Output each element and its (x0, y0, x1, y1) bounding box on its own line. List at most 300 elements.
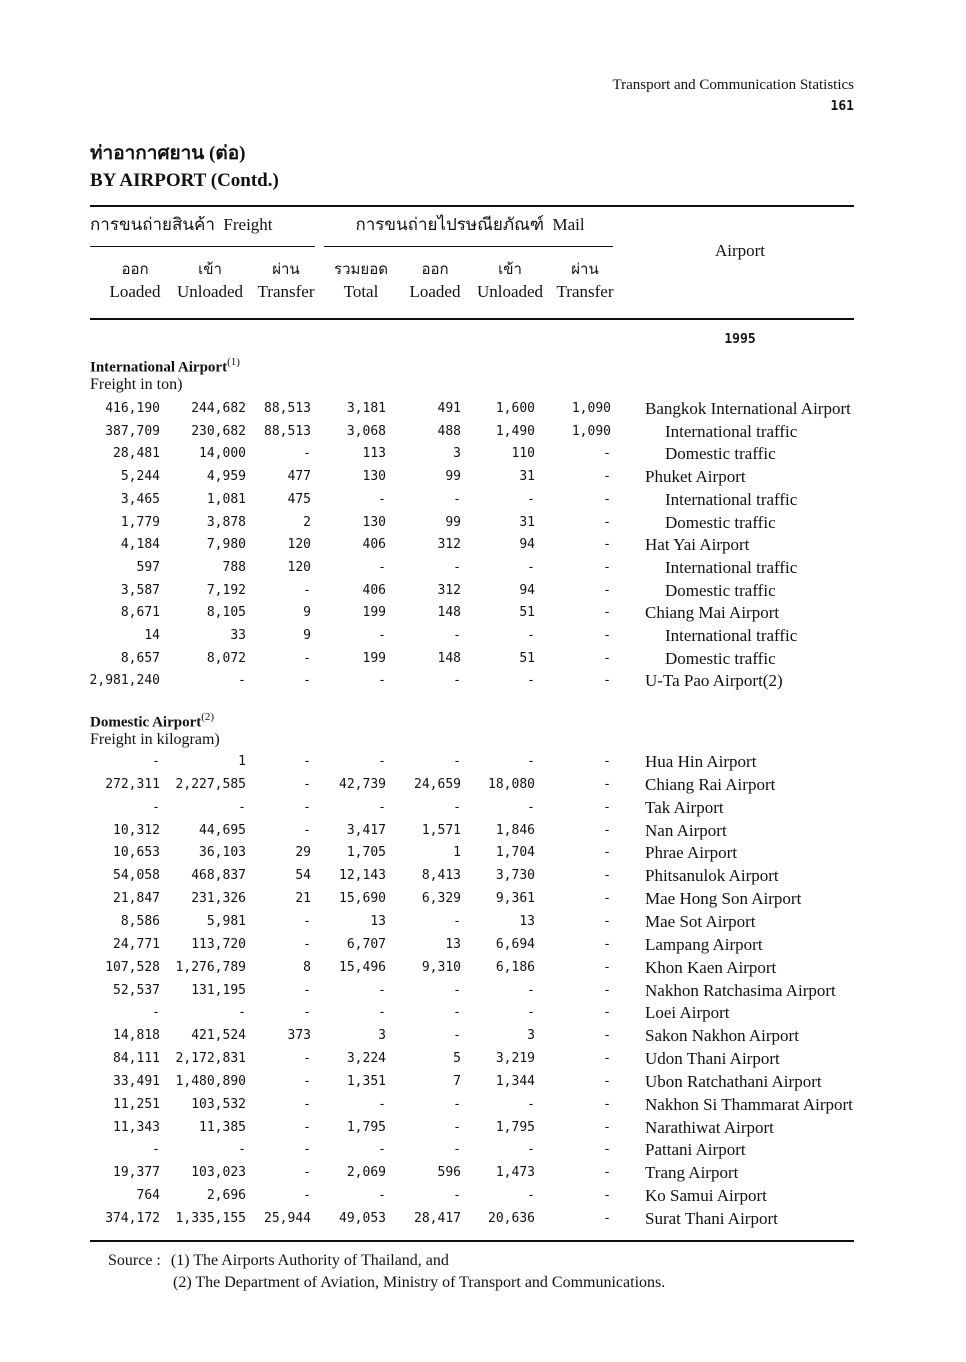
table-cell: - (603, 799, 611, 815)
table-cell: - (603, 491, 611, 507)
table-cell: - (303, 799, 311, 815)
table-cell: - (453, 754, 461, 769)
table-cell: - (603, 868, 611, 884)
airport-name: Surat Thani Airport (645, 1209, 778, 1228)
table-cell: 113,720 (191, 936, 246, 952)
table-cell: 1,344 (495, 1073, 535, 1089)
table-cell: 13 (370, 913, 386, 929)
table-cell: - (303, 822, 311, 838)
table-cell: 788 (222, 559, 246, 575)
table-cell: - (303, 936, 311, 952)
table-cell: - (603, 1028, 611, 1044)
table-cell: 1,571 (421, 822, 461, 838)
table-cell: - (453, 673, 461, 689)
table-cell: 4,959 (206, 469, 246, 485)
table-cell: - (453, 1096, 461, 1112)
table-cell: - (603, 1165, 611, 1181)
table-cell: - (303, 1096, 311, 1112)
table-cell: 99 (445, 514, 461, 530)
airport-name: International traffic (665, 557, 798, 577)
table-cell: - (603, 650, 611, 666)
table-cell: 54 (295, 868, 311, 884)
table-cell: 103,532 (191, 1096, 246, 1112)
airport-name: Chiang Mai Airport (645, 603, 780, 623)
table-cell: 130 (362, 514, 386, 530)
table-cell: - (303, 1073, 311, 1089)
table-cell: 103,023 (191, 1165, 246, 1181)
table-cell: 5 (453, 1051, 461, 1067)
table-cell: 2,981,240 (89, 673, 160, 689)
table-cell: - (378, 1096, 386, 1112)
table-row (0, 647, 966, 670)
table-cell: 406 (362, 582, 386, 598)
table-row (0, 933, 966, 956)
table-row (0, 1138, 966, 1161)
table-cell: 373 (287, 1028, 311, 1044)
table-cell: 20,636 (488, 1211, 535, 1226)
table-cell: - (303, 982, 311, 998)
table-cell: - (303, 1005, 311, 1021)
domestic-label: Domestic Airport (90, 714, 202, 731)
airport-name: International traffic (665, 421, 798, 441)
table-cell: - (603, 776, 611, 792)
source-label: Source : (108, 1252, 161, 1269)
airport-name: Mae Sot Airport (645, 911, 756, 931)
table-cell: 8,586 (120, 913, 160, 929)
airport-name: Hua Hin Airport (645, 752, 757, 771)
table-cell: - (238, 673, 246, 689)
table-cell: 7 (453, 1073, 461, 1089)
table-cell: - (303, 1188, 311, 1204)
table-cell: - (527, 628, 535, 643)
table-cell: 2,069 (346, 1165, 386, 1181)
table-cell: - (378, 1142, 386, 1158)
table-cell: 28,417 (414, 1211, 461, 1226)
table-cell: - (303, 446, 311, 462)
airport-name: Hat Yai Airport (645, 535, 750, 555)
table-cell: 8 (303, 959, 311, 975)
table-cell: - (527, 1188, 535, 1204)
table-cell: - (453, 1119, 461, 1135)
table-cell: 416,190 (105, 401, 160, 416)
table-cell: 21 (295, 891, 311, 907)
table-cell: - (603, 628, 611, 643)
airport-name: Sakon Nakhon Airport (645, 1026, 799, 1046)
table-cell: 6,707 (346, 936, 386, 952)
table-cell: - (603, 1073, 611, 1089)
table-cell: 31 (519, 469, 535, 485)
table-cell: - (603, 1096, 611, 1112)
header-bottom-rule (90, 318, 854, 320)
table-cell: 94 (519, 537, 535, 553)
group-rule-right (324, 246, 613, 247)
table-cell: - (603, 1005, 611, 1021)
table-row (0, 1001, 966, 1024)
table-cell: 120 (287, 537, 311, 553)
table-row (0, 819, 966, 842)
table-cell: 3,587 (120, 582, 160, 598)
table-cell: 24,659 (414, 776, 461, 792)
group-rule-left (90, 246, 315, 247)
table-cell: 231,326 (191, 891, 246, 907)
column-header-thai: ผ่าน (272, 262, 300, 278)
table-cell: 31 (519, 514, 535, 530)
airport-name: Ko Samui Airport (645, 1186, 767, 1206)
airport-name: Domestic traffic (665, 580, 776, 600)
table-cell: 596 (437, 1165, 461, 1181)
table-cell: - (603, 982, 611, 998)
table-cell: 1,081 (206, 491, 246, 507)
airport-name: Mae Hong Son Airport (645, 889, 802, 909)
table-cell: 130 (362, 469, 386, 485)
page-title (90, 140, 279, 194)
table-cell: 6,186 (495, 959, 535, 975)
table-cell: 475 (287, 491, 311, 507)
table-cell: 1,276,789 (175, 959, 246, 975)
table-row (0, 1093, 966, 1116)
table-cell: 597 (136, 559, 160, 575)
airport-name: Phitsanulok Airport (645, 866, 779, 886)
table-cell: - (453, 913, 461, 929)
table-cell: 8,072 (206, 650, 246, 666)
table-cell: 421,524 (191, 1028, 246, 1044)
source-line-1: (1) The Airports Authority of Thailand, and (170, 1252, 449, 1269)
table-cell: - (603, 605, 611, 621)
table-cell: - (603, 1119, 611, 1135)
table-cell: 110 (511, 446, 535, 462)
domestic-footnote-ref: (2) (201, 711, 215, 723)
table-cell: - (303, 754, 311, 769)
table-cell: - (152, 754, 160, 769)
table-cell: 1,335,155 (175, 1211, 246, 1226)
airport-name: Tak Airport (645, 797, 724, 817)
table-cell: 10,653 (113, 845, 160, 861)
table-cell: - (527, 982, 535, 998)
table-cell: 1,480,890 (175, 1073, 246, 1089)
table-cell: 25,944 (264, 1211, 311, 1226)
table-row (0, 1207, 966, 1230)
international-footnote-ref: (1) (227, 356, 240, 368)
table-cell: - (603, 891, 611, 907)
table-cell: - (453, 799, 461, 815)
table-cell: 1,795 (495, 1119, 535, 1135)
table-cell: 88,513 (264, 401, 311, 416)
table-row (0, 579, 966, 602)
table-cell: 49,053 (339, 1211, 386, 1226)
table-cell: - (603, 1142, 611, 1158)
table-cell: 51 (519, 605, 535, 621)
year-label: 1995 (724, 332, 756, 347)
table-cell: 9,310 (421, 959, 461, 975)
table-row (0, 910, 966, 933)
table-cell: 44,695 (199, 822, 246, 838)
international-unit: Freight in ton) (90, 376, 183, 393)
table-cell: - (378, 799, 386, 815)
table-cell: 312 (437, 582, 461, 598)
table-cell: - (303, 1142, 311, 1158)
airport-name: International traffic (665, 489, 798, 509)
table-cell: - (378, 673, 386, 689)
table-cell: - (603, 514, 611, 530)
airport-name: Nakhon Si Thammarat Airport (645, 1094, 853, 1114)
table-cell: 5,244 (120, 469, 160, 485)
table-cell: 8,413 (421, 868, 461, 884)
table-cell: 84,111 (113, 1051, 160, 1067)
table-cell: - (453, 1188, 461, 1204)
airport-name: Domestic traffic (665, 512, 776, 532)
airport-column-header: Airport (714, 241, 766, 260)
table-cell: - (378, 628, 386, 643)
table-row (0, 533, 966, 556)
table-cell: 15,496 (339, 959, 386, 975)
table-cell: 52,537 (113, 982, 160, 998)
table-cell: - (378, 982, 386, 998)
table-cell: 28,481 (113, 446, 160, 462)
table-cell: 3 (453, 446, 461, 462)
table-cell: - (603, 1211, 611, 1226)
table-cell: - (603, 1051, 611, 1067)
table-cell: 8,671 (120, 605, 160, 621)
table-cell: - (303, 650, 311, 666)
table-cell: 54,058 (113, 868, 160, 884)
table-cell: - (303, 776, 311, 792)
column-header-english: Transfer (257, 282, 315, 301)
column-header-thai: ผ่าน (571, 262, 599, 278)
table-row (0, 979, 966, 1002)
table-cell: 14,818 (113, 1028, 160, 1044)
bottom-rule (90, 1240, 854, 1242)
table-cell: 230,682 (191, 423, 246, 439)
table-cell: 1 (238, 754, 246, 769)
table-cell: - (453, 559, 461, 575)
table-cell: 6,694 (495, 936, 535, 952)
table-cell: 21,847 (113, 891, 160, 907)
table-cell: 3 (378, 1028, 386, 1044)
table-cell: 9 (303, 605, 311, 621)
table-cell: - (603, 822, 611, 838)
table-cell: - (303, 1165, 311, 1181)
table-cell: - (152, 799, 160, 815)
table-cell: 488 (437, 423, 461, 439)
table-cell: 3 (527, 1028, 535, 1044)
table-cell: 11,343 (113, 1119, 160, 1135)
table-row (0, 841, 966, 864)
table-cell: 99 (445, 469, 461, 485)
airport-name: Chiang Rai Airport (645, 774, 776, 794)
column-header-english: Unloaded (476, 282, 544, 301)
table-cell: 33 (230, 628, 246, 643)
airport-name: Nakhon Ratchasima Airport (645, 980, 836, 1000)
table-row (0, 511, 966, 534)
table-cell: - (238, 1142, 246, 1158)
table-cell: 3,219 (495, 1051, 535, 1067)
table-cell: 13 (519, 913, 535, 929)
table-cell: 18,080 (488, 776, 535, 792)
table-row (0, 773, 966, 796)
table-cell: 7,980 (206, 537, 246, 553)
table-cell: - (303, 1119, 311, 1135)
column-header-thai: ออก (121, 262, 149, 278)
table-cell: 3,417 (346, 822, 386, 838)
mail-group-header: การขนถ่ายไปรษณียภัณฑ์ Mail (355, 215, 585, 234)
table-cell: - (527, 559, 535, 575)
table-cell: - (453, 1142, 461, 1158)
table-cell: 3,730 (495, 868, 535, 884)
table-cell: 9 (303, 628, 311, 643)
table-cell: 120 (287, 559, 311, 575)
airport-name: Narathiwat Airport (645, 1117, 774, 1137)
international-label: International Airport (90, 359, 228, 376)
table-cell: - (152, 1005, 160, 1021)
table-cell: 3,181 (346, 401, 386, 416)
table-row (0, 669, 966, 692)
table-row (0, 556, 966, 579)
airport-name: U-Ta Pao Airport(2) (645, 671, 783, 691)
table-cell: - (378, 1188, 386, 1204)
table-cell: - (603, 469, 611, 485)
table-row (0, 1116, 966, 1139)
table-cell: - (152, 1142, 160, 1158)
airport-name: Ubon Ratchathani Airport (645, 1071, 822, 1091)
source-line-2: (2) The Department of Aviation, Ministry of Transport and Communications. (173, 1274, 666, 1291)
table-cell: - (603, 754, 611, 769)
table-cell: 272,311 (105, 776, 160, 792)
table-cell: - (527, 799, 535, 815)
table-cell: - (527, 1005, 535, 1021)
table-cell: - (453, 628, 461, 643)
airport-name: Domestic traffic (665, 444, 776, 464)
source-note (108, 1250, 449, 1272)
table-cell: 2 (303, 514, 311, 530)
table-cell: 11,251 (113, 1096, 160, 1112)
table-cell: - (303, 913, 311, 929)
table-row (0, 1070, 966, 1093)
table-row (0, 601, 966, 624)
table-cell: 6,329 (421, 891, 461, 907)
table-row (0, 1161, 966, 1184)
table-cell: - (603, 913, 611, 929)
table-cell: 1 (453, 845, 461, 861)
table-cell: 29 (295, 845, 311, 861)
table-cell: - (303, 582, 311, 598)
table-row (0, 624, 966, 647)
top-rule (90, 205, 854, 207)
airport-name: Bangkok International Airport (645, 399, 851, 418)
table-cell: 148 (437, 650, 461, 666)
table-row (0, 864, 966, 887)
table-cell: - (303, 1051, 311, 1067)
table-row (0, 1184, 966, 1207)
airport-name: Domestic traffic (665, 648, 776, 668)
airport-name: Nan Airport (645, 820, 727, 840)
table-cell: - (603, 845, 611, 861)
airport-name: Khon Kaen Airport (645, 957, 777, 977)
table-row (0, 420, 966, 443)
table-cell: 33,491 (113, 1073, 160, 1089)
table-row (0, 465, 966, 488)
table-cell: 113 (362, 446, 386, 462)
table-cell: 199 (362, 650, 386, 666)
table-cell: 1,704 (495, 845, 535, 861)
table-cell: 3,465 (120, 491, 160, 507)
running-head (612, 75, 854, 117)
table-cell: - (378, 754, 386, 769)
airport-name: Phrae Airport (645, 843, 738, 863)
table-cell: - (527, 1142, 535, 1158)
table-cell: 131,195 (191, 982, 246, 998)
table-cell: 8,105 (206, 605, 246, 621)
table-cell: 199 (362, 605, 386, 621)
title-english: BY AIRPORT (Contd.) (90, 170, 279, 191)
table-cell: 2,172,831 (175, 1051, 246, 1067)
table-cell: 468,837 (191, 868, 246, 884)
table-cell: 14 (144, 628, 160, 643)
table-cell: - (378, 1005, 386, 1021)
running-head-title: Transport and Communication Statistics (612, 77, 854, 93)
table-row (0, 887, 966, 910)
table-cell: 1,090 (571, 401, 611, 416)
table-cell: - (238, 799, 246, 815)
column-header-thai: เข้า (498, 262, 522, 278)
column-header-english: Unloaded (176, 282, 244, 301)
table-cell: 3,878 (206, 514, 246, 530)
table-cell: - (378, 559, 386, 575)
table-cell: - (527, 491, 535, 507)
table-cell: 3,068 (346, 423, 386, 439)
table-cell: 1,795 (346, 1119, 386, 1135)
table-row (0, 956, 966, 979)
table-cell: - (527, 754, 535, 769)
airport-name: Phuket Airport (645, 467, 746, 487)
table-cell: - (603, 936, 611, 952)
table-cell: 4,184 (120, 537, 160, 553)
table-cell: - (603, 673, 611, 689)
column-header-thai: รวมยอด (334, 262, 388, 278)
table-cell: 1,705 (346, 845, 386, 861)
table-cell: 24,771 (113, 936, 160, 952)
table-cell: - (238, 1005, 246, 1021)
table-row (0, 1047, 966, 1070)
table-cell: 1,779 (120, 514, 160, 530)
table-cell: 312 (437, 537, 461, 553)
table-cell: 36,103 (199, 845, 246, 861)
table-row (0, 442, 966, 465)
title-thai: ท่าอากาศยาน (ต่อ) (90, 143, 246, 164)
table-cell: 244,682 (191, 401, 246, 416)
table-cell: 12,143 (339, 868, 386, 884)
airport-name: Lampang Airport (645, 934, 763, 954)
table-cell: 1,600 (495, 401, 535, 416)
table-cell: 51 (519, 650, 535, 666)
table-cell: 2,227,585 (175, 776, 246, 792)
table-cell: 88,513 (264, 423, 311, 439)
freight-group-header: การขนถ่ายสินค้า Freight (90, 215, 273, 234)
table-row (0, 1024, 966, 1047)
table-cell: 1,490 (495, 423, 535, 439)
table-cell: - (603, 537, 611, 553)
table-row (0, 397, 966, 420)
airport-name: Udon Thani Airport (645, 1049, 780, 1069)
page-number: 161 (830, 99, 854, 114)
table-cell: - (603, 959, 611, 975)
column-header-english: Transfer (556, 282, 614, 301)
table-cell: 107,528 (105, 959, 160, 975)
table-cell: 8,657 (120, 650, 160, 666)
table-cell: 11,385 (199, 1119, 246, 1135)
table-cell: 3,224 (346, 1051, 386, 1067)
table-cell: 406 (362, 537, 386, 553)
table-cell: 10,312 (113, 822, 160, 838)
